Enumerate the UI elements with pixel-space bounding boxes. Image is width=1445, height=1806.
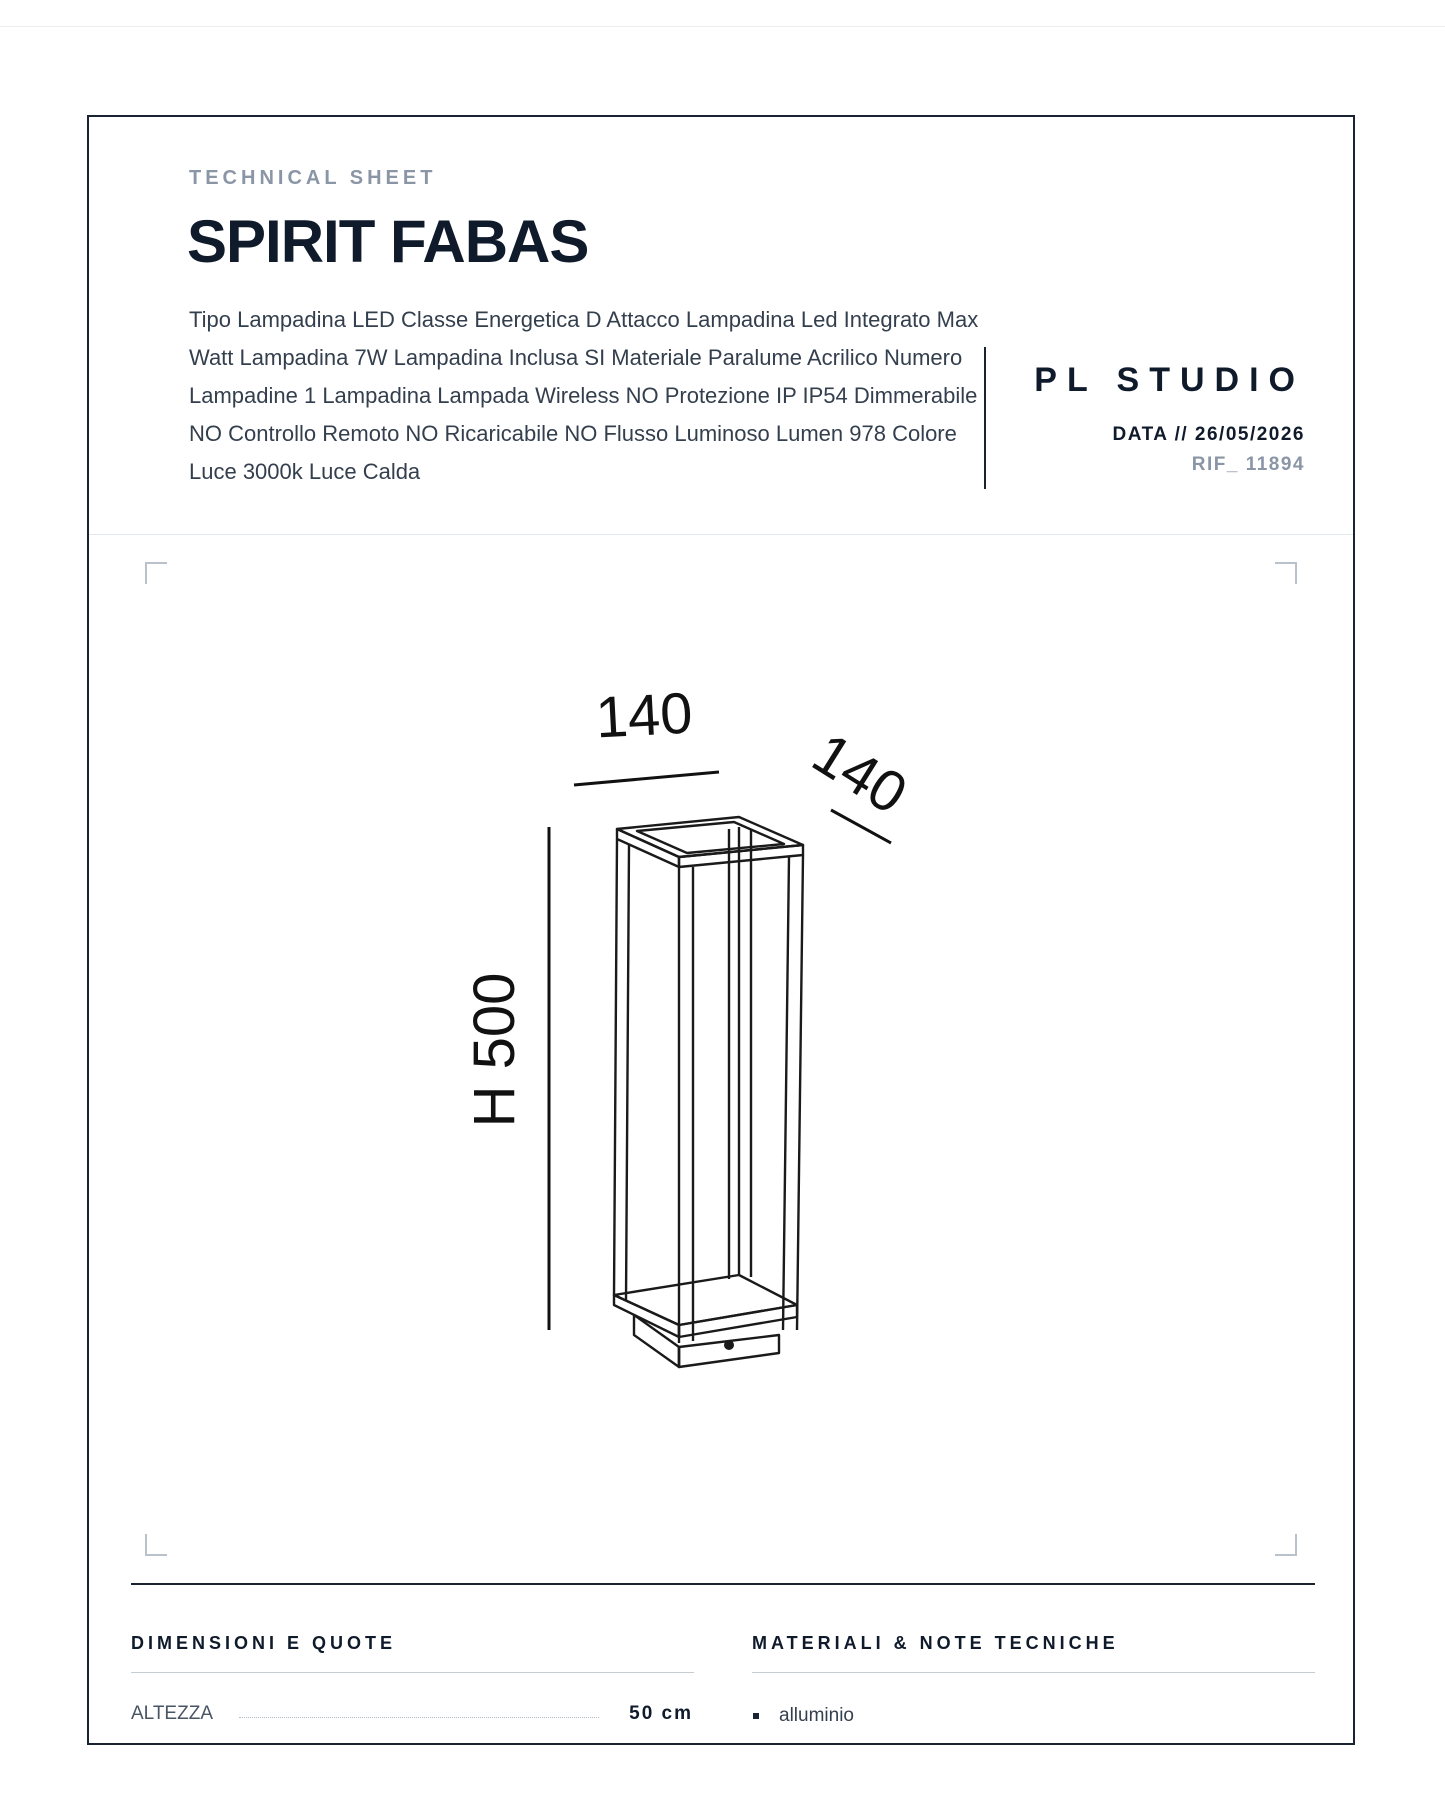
depth-dimension-label: 140 bbox=[801, 720, 919, 827]
sheet-reference: RIF_ 11894 bbox=[1191, 454, 1305, 475]
lamp-technical-drawing bbox=[89, 535, 1353, 1565]
technical-sheet bbox=[87, 115, 1355, 1745]
dimensions-section-rule bbox=[131, 1672, 694, 1673]
width-dimension-label: 140 bbox=[594, 680, 695, 751]
studio-name: PL STUDIO bbox=[1034, 361, 1305, 399]
material-bullet bbox=[753, 1713, 759, 1719]
header-vertical-divider bbox=[984, 347, 986, 489]
materials-section-rule bbox=[752, 1672, 1315, 1673]
dimension-row-label: ALTEZZA bbox=[131, 1703, 213, 1724]
base-screw bbox=[724, 1340, 734, 1350]
product-description: Tipo Lampadina LED Classe Energetica D Attacco Lampadina Led Integrato Max Watt Lampadina 7W Lampadina Inclusa SI Materiale Paralume Acrilico Numero Lampadine 1 Lampadina Lampada Wireless NO Protezione IP IP54 Dimmerabile NO Controllo Remoto NO Ricaricabile NO Flusso Luminoso Lumen 978 Colore Luce 3000k Luce Calda bbox=[189, 307, 979, 484]
top-divider bbox=[0, 26, 1445, 27]
dimensions-section-title: DIMENSIONI E QUOTE bbox=[131, 1633, 397, 1653]
sheet-header bbox=[89, 117, 1353, 535]
width-dimension-line bbox=[574, 772, 719, 785]
lamp-frame bbox=[614, 817, 803, 1367]
dimension-row-value: 50 cm bbox=[629, 1703, 693, 1724]
material-item: alluminio bbox=[779, 1705, 854, 1726]
footer-divider bbox=[131, 1583, 1315, 1585]
sheet-date: DATA // 26/05/2026 bbox=[1112, 424, 1305, 445]
product-title: SPIRIT FABAS bbox=[187, 208, 589, 275]
dimension-row-leader bbox=[239, 1717, 599, 1718]
materials-section-title: MATERIALI & NOTE TECNICHE bbox=[752, 1633, 1119, 1653]
eyebrow-label: TECHNICAL SHEET bbox=[189, 167, 437, 189]
height-dimension-label: H 500 bbox=[462, 972, 527, 1128]
